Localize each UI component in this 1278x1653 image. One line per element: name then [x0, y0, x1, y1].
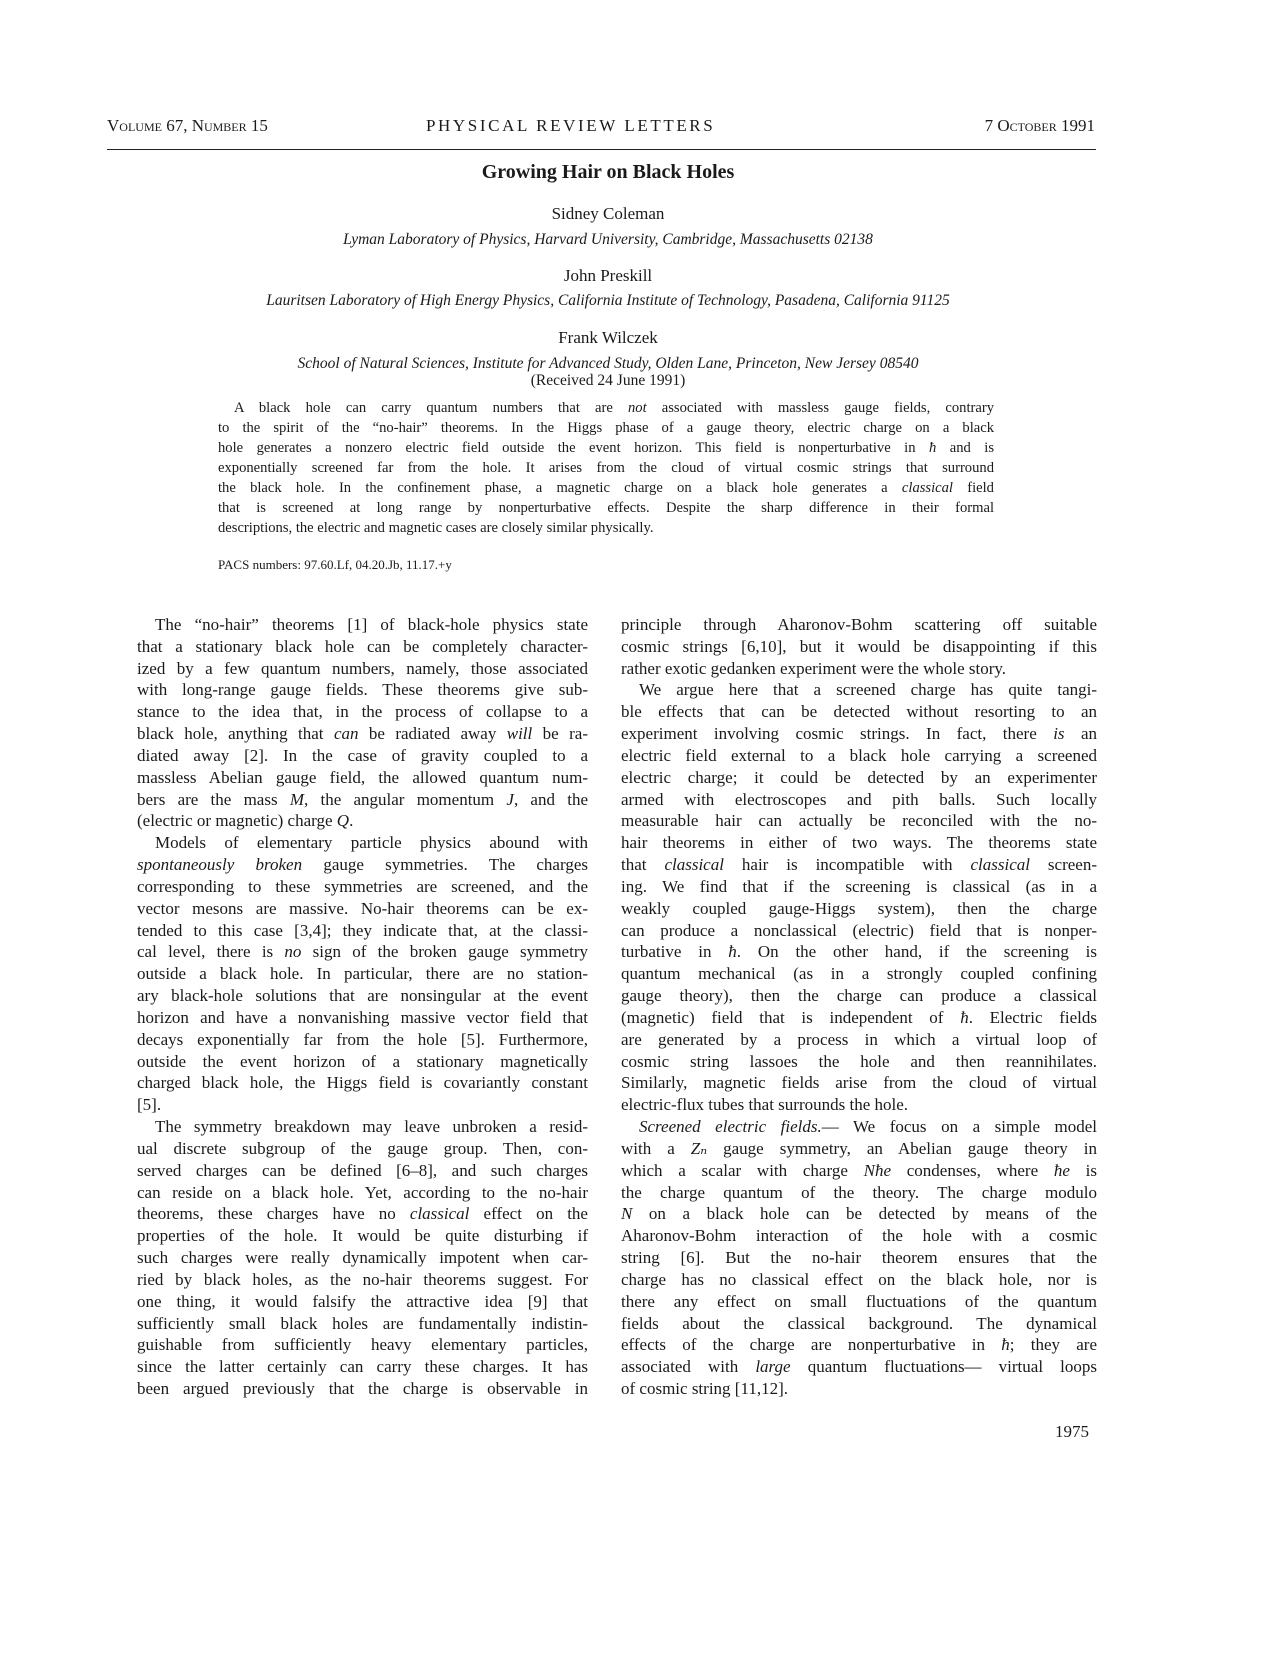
italic-text: Nħe: [863, 1160, 892, 1180]
text-segment: (electric or magnetic) charge: [137, 811, 337, 831]
author-affiliation: School of Natural Sciences, Institute for Advanced Study, Olden Lane, Princeton, New Jersey 08540: [297, 355, 919, 372]
text-segment: an: [1064, 724, 1097, 744]
issue-date: 7 October 1991: [984, 116, 1095, 135]
text-segment: with a: [621, 1138, 691, 1158]
text-segment: cal level, there is: [137, 942, 285, 962]
text-line: [137, 1357, 588, 1377]
italic-text: Zₙ: [690, 1138, 708, 1158]
text-line: [621, 1270, 1097, 1290]
text-line: [621, 833, 1097, 853]
text-line: [137, 768, 588, 788]
text-segment: outside a black hole. In particular, there are no station-: [137, 964, 588, 984]
text-segment: ual discrete subgroup of the gauge group. Then, con-: [137, 1138, 588, 1158]
text-line: [621, 899, 1097, 919]
text-line: [621, 1248, 1097, 1268]
text-line: [137, 702, 588, 722]
text-line: [137, 1095, 588, 1115]
text-segment: black hole, anything that: [137, 724, 334, 744]
text-segment: electric field external to a black hole carrying a screened: [621, 745, 1097, 765]
author-name: Sidney Coleman: [551, 204, 665, 223]
text-segment: sufficiently small black holes are fundamentally indistin-: [137, 1313, 588, 1333]
text-segment: , the angular momentum: [303, 789, 507, 809]
text-segment: the black hole. In the confinement phase, a magnetic charge on a black hole generates a: [218, 480, 902, 496]
text-line: [137, 964, 588, 984]
text-line: [621, 637, 1097, 657]
italic-text: N: [621, 1204, 633, 1224]
text-line: [137, 811, 588, 831]
text-segment: and is: [936, 440, 995, 456]
text-line: [621, 1095, 1097, 1115]
text-line: [137, 833, 588, 853]
text-segment: such charges were really dynamically impotent when car-: [137, 1248, 588, 1268]
text-segment: weakly coupled gauge-Higgs system), then the charge: [621, 898, 1097, 918]
text-line: [137, 615, 588, 635]
text-line: [621, 1335, 1097, 1355]
author-affiliation: Lyman Laboratory of Physics, Harvard University, Cambridge, Massachusetts 02138: [343, 231, 873, 248]
text-segment: experiment involving cosmic strings. In fact, there: [621, 724, 1054, 744]
text-segment: Similarly, magnetic fields arise from the cloud of virtual: [621, 1073, 1097, 1093]
text-line: [621, 811, 1097, 831]
text-segment: are generated by a process in which a virtual loop of: [621, 1029, 1097, 1049]
text-segment: The symmetry breakdown may leave unbroken a resid-: [155, 1117, 588, 1137]
text-segment: We argue here that a screened charge has quite tangi-: [639, 680, 1097, 700]
italic-text: classical: [901, 480, 953, 496]
text-segment: with long-range gauge fields. These theorems give sub-: [137, 680, 588, 700]
text-line: [218, 420, 994, 437]
italic-text: classical: [664, 855, 724, 875]
text-line: [621, 964, 1097, 984]
text-line: [137, 659, 588, 679]
text-segment: charged black hole, the Higgs field is covariantly constant: [137, 1073, 588, 1093]
text-line: [137, 899, 588, 919]
text-line: [137, 1314, 588, 1334]
text-segment: vector mesons are massive. No-hair theorems can be ex-: [137, 898, 588, 918]
text-segment: gauge symmetry, an Abelian gauge theory in: [707, 1138, 1097, 1158]
text-segment: been argued previously that the charge is observable in: [137, 1379, 588, 1399]
text-line: [137, 1270, 588, 1290]
author-name: John Preskill: [563, 266, 653, 285]
text-line: [137, 1226, 588, 1246]
text-segment: which a scalar with charge: [621, 1160, 864, 1180]
text-segment: hair is incompatible with: [723, 855, 971, 875]
text-segment: gauge symmetries. The charges: [302, 855, 588, 875]
text-segment: Models of elementary particle physics abound with: [155, 833, 588, 853]
text-line: [621, 790, 1097, 810]
header-rule: [107, 149, 1096, 150]
text-segment: screen-: [1029, 855, 1097, 875]
text-line: [137, 877, 588, 897]
text-segment: . Electric fields: [968, 1007, 1097, 1027]
text-segment: outside the event horizon of a stationary magnetically: [137, 1051, 588, 1071]
italic-text: Screened electric fields.: [639, 1117, 822, 1137]
text-line: [218, 480, 994, 497]
text-segment: one thing, it would falsify the attractive idea [9] that: [137, 1291, 588, 1311]
text-line: [137, 855, 588, 875]
text-segment: quantum mechanical (as in a strongly coupled confining: [621, 964, 1097, 984]
text-segment: be ra-: [532, 724, 588, 744]
text-segment: effect on the: [469, 1204, 588, 1224]
text-line: [137, 1073, 588, 1093]
italic-text: ħ: [960, 1007, 969, 1027]
text-segment: to the spirit of the “no-hair” theorems. In the Higgs phase of a gauge theory, electric charge on a black: [218, 420, 994, 436]
text-segment: cosmic string lassoes the hole and then reannihilates.: [621, 1051, 1097, 1071]
text-line: [137, 942, 588, 962]
text-segment: A black hole can carry quantum numbers that are: [234, 400, 628, 416]
text-segment: the charge quantum of the theory. The charge modulo: [621, 1182, 1097, 1202]
text-segment: that is screened at long range by nonperturbative effects. Despite the sharp difference in their formal: [218, 500, 994, 516]
italic-text: can: [333, 724, 359, 744]
text-segment: ing. We find that if the screening is classical (as in a: [621, 876, 1097, 896]
text-segment: condenses, where: [891, 1160, 1054, 1180]
text-segment: on a black hole can be detected by means of the: [632, 1204, 1097, 1224]
italic-text: ħ: [928, 440, 937, 456]
text-segment: served charges can be defined [6–8], and such charges: [137, 1160, 588, 1180]
text-line: [137, 1292, 588, 1312]
text-line: [621, 1204, 1097, 1224]
text-segment: , and the: [513, 789, 588, 809]
text-line: [621, 921, 1097, 941]
text-line: [621, 1161, 1097, 1181]
text-line: [621, 746, 1097, 766]
text-line: [621, 1052, 1097, 1072]
text-segment: ary black-hole solutions that are nonsingular at the event: [137, 986, 588, 1006]
text-line: [621, 615, 1097, 635]
author-affiliation: Lauritsen Laboratory of High Energy Physics, California Institute of Technology, Pasadena, California 91125: [266, 292, 950, 309]
text-line: [621, 1226, 1097, 1246]
italic-text: not: [627, 400, 647, 416]
text-line: [621, 1314, 1097, 1334]
text-line: [621, 1139, 1097, 1159]
text-line: [137, 1008, 588, 1028]
text-segment: ble effects that can be detected without resorting to an: [621, 702, 1097, 722]
text-segment: principle through Aharonov-Bohm scattering off suitable: [621, 615, 1097, 634]
page-number: 1975: [1055, 1422, 1089, 1441]
text-segment: field: [952, 480, 994, 496]
text-segment: ized by a few quantum numbers, namely, those associated: [137, 658, 588, 678]
text-line: [218, 500, 994, 517]
text-segment: hair theorems in either of two ways. The theorems state: [621, 833, 1097, 853]
italic-text: J: [506, 789, 514, 809]
text-segment: stance to the idea that, in the process of collapse to a: [137, 702, 588, 722]
text-segment: theorems, these charges have no: [137, 1204, 410, 1224]
text-line: [621, 1292, 1097, 1312]
text-segment: sign of the broken gauge symmetry: [301, 942, 588, 962]
text-line: [137, 680, 588, 700]
text-segment: electric charge; it could be detected by an experimenter: [621, 767, 1097, 787]
text-line: [137, 746, 588, 766]
pacs-numbers: PACS numbers: 97.60.Lf, 04.20.Jb, 11.17.+y: [218, 557, 452, 572]
text-line: [621, 877, 1097, 897]
text-line: [137, 1379, 588, 1399]
text-segment: electric-flux tubes that surrounds the hole.: [621, 1095, 909, 1115]
text-line: [621, 986, 1097, 1006]
text-segment: The “no-hair” theorems [1] of black-hole physics state: [155, 615, 588, 634]
text-line: [137, 1248, 588, 1268]
text-line: [218, 400, 994, 417]
journal-volume-number: Volume 67, Number 15: [107, 116, 268, 135]
italic-text: ħ: [728, 942, 737, 962]
journal-name: PHYSICAL REVIEW LETTERS: [426, 116, 716, 135]
text-segment: since the latter certainly can carry these charges. It has: [137, 1357, 588, 1377]
text-segment: that a stationary black hole can be completely character-: [137, 636, 588, 656]
text-line: [621, 1008, 1097, 1028]
italic-text: large: [755, 1357, 791, 1377]
italic-text: ħe: [1053, 1160, 1070, 1180]
text-segment: ried by black holes, as the no-hair theorems suggest. For: [137, 1269, 588, 1289]
text-segment: charge has no classical effect on the black hole, nor is: [621, 1269, 1097, 1289]
text-line: [621, 1117, 1097, 1137]
text-line: [218, 440, 994, 457]
text-segment: associated with: [621, 1357, 756, 1377]
text-line: [621, 1379, 1097, 1399]
text-segment: string [6]. But the no-hair theorem ensures that the: [621, 1248, 1097, 1268]
text-line: [137, 1335, 588, 1355]
italic-text: classical: [409, 1204, 470, 1224]
text-line: [621, 1357, 1097, 1377]
text-line: [621, 680, 1097, 700]
text-segment: fields about the classical background. The dynamical: [621, 1313, 1097, 1333]
text-line: [137, 1030, 588, 1050]
text-segment: cosmic strings [6,10], but it would be disappointing if this: [621, 636, 1097, 656]
text-line: [621, 1030, 1097, 1050]
text-segment: .: [349, 811, 354, 831]
text-line: [218, 520, 994, 537]
text-line: [137, 1117, 588, 1137]
text-segment: armed with electroscopes and pith balls. Such locally: [621, 789, 1097, 809]
text-line: [137, 1139, 588, 1159]
text-line: [621, 659, 1097, 679]
text-segment: turbative in: [621, 942, 729, 962]
text-segment: — We focus on a simple model: [821, 1117, 1097, 1137]
text-segment: . On the other hand, if the screening is: [736, 942, 1097, 962]
italic-text: Q: [336, 811, 350, 831]
text-segment: can reside on a black hole. Yet, according to the no-hair: [137, 1182, 588, 1202]
text-line: [137, 790, 588, 810]
italic-text: no: [284, 942, 302, 962]
italic-text: M: [289, 789, 304, 809]
text-line: [621, 768, 1097, 788]
text-segment: quantum fluctuations— virtual loops: [790, 1357, 1097, 1377]
received-date: (Received 24 June 1991): [530, 372, 686, 389]
text-line: [621, 942, 1097, 962]
text-segment: associated with massless gauge fields, contrary: [646, 400, 994, 416]
text-segment: massless Abelian gauge field, the allowed quantum num-: [137, 767, 588, 787]
text-line: [137, 921, 588, 941]
text-segment: Aharonov-Bohm interaction of the hole with a cosmic: [621, 1226, 1097, 1246]
text-line: [218, 460, 994, 477]
text-line: [137, 637, 588, 657]
text-segment: measurable hair can actually be reconciled with the no-: [621, 811, 1097, 831]
text-segment: hole generates a nonzero electric field outside the event horizon. This field is nonperturbative in: [218, 440, 929, 456]
text-segment: that: [621, 855, 665, 875]
text-segment: descriptions, the electric and magnetic cases are closely similar physically.: [218, 520, 654, 536]
text-line: [137, 1161, 588, 1181]
italic-text: will: [506, 724, 533, 744]
text-segment: corresponding to these symmetries are screened, and the: [137, 876, 588, 896]
author-name: Frank Wilczek: [558, 328, 658, 347]
text-segment: exponentially screened far from the hole. It arises from the cloud of virtual cosmic strings that surround: [218, 460, 994, 476]
text-segment: be radiated away: [358, 724, 507, 744]
text-line: [621, 724, 1097, 744]
text-line: [621, 1183, 1097, 1203]
text-segment: there any effect on small fluctuations of the quantum: [621, 1291, 1097, 1311]
text-segment: properties of the hole. It would be quite disturbing if: [137, 1226, 588, 1246]
italic-text: is: [1053, 724, 1065, 744]
text-line: [621, 702, 1097, 722]
text-segment: ; they are: [1009, 1335, 1098, 1355]
text-line: [137, 1204, 588, 1224]
text-line: [137, 1183, 588, 1203]
text-segment: decays exponentially far from the hole [5]. Furthermore,: [137, 1029, 588, 1049]
text-segment: is: [1069, 1160, 1097, 1180]
text-segment: of cosmic string [11,12].: [621, 1379, 788, 1399]
text-line: [137, 724, 588, 744]
text-segment: diated away [2]. In the case of gravity coupled to a: [137, 745, 588, 765]
text-segment: effects of the charge are nonperturbative in: [621, 1335, 1002, 1355]
text-line: [137, 986, 588, 1006]
text-segment: horizon and have a nonvanishing massive vector field that: [137, 1007, 588, 1027]
paper-title: Growing Hair on Black Holes: [481, 161, 735, 183]
italic-text: classical: [970, 855, 1030, 875]
italic-text: spontaneously broken: [137, 855, 303, 875]
text-line: [137, 1052, 588, 1072]
text-line: [621, 1073, 1097, 1093]
text-line: [621, 855, 1097, 875]
text-segment: gauge theory), then the charge can produce a classical: [621, 986, 1097, 1006]
italic-text: ħ: [1001, 1335, 1010, 1355]
text-segment: bers are the mass: [137, 789, 290, 809]
text-segment: (magnetic) field that is independent of: [621, 1007, 961, 1027]
text-segment: rather exotic gedanken experiment were the whole story.: [621, 658, 1007, 678]
text-segment: [5].: [137, 1095, 162, 1115]
text-segment: can produce a nonclassical (electric) field that is nonper-: [621, 920, 1097, 940]
text-segment: tended to this case [3,4]; they indicate that, at the classi-: [137, 920, 588, 940]
text-segment: guishable from sufficiently heavy elementary particles,: [137, 1335, 588, 1355]
